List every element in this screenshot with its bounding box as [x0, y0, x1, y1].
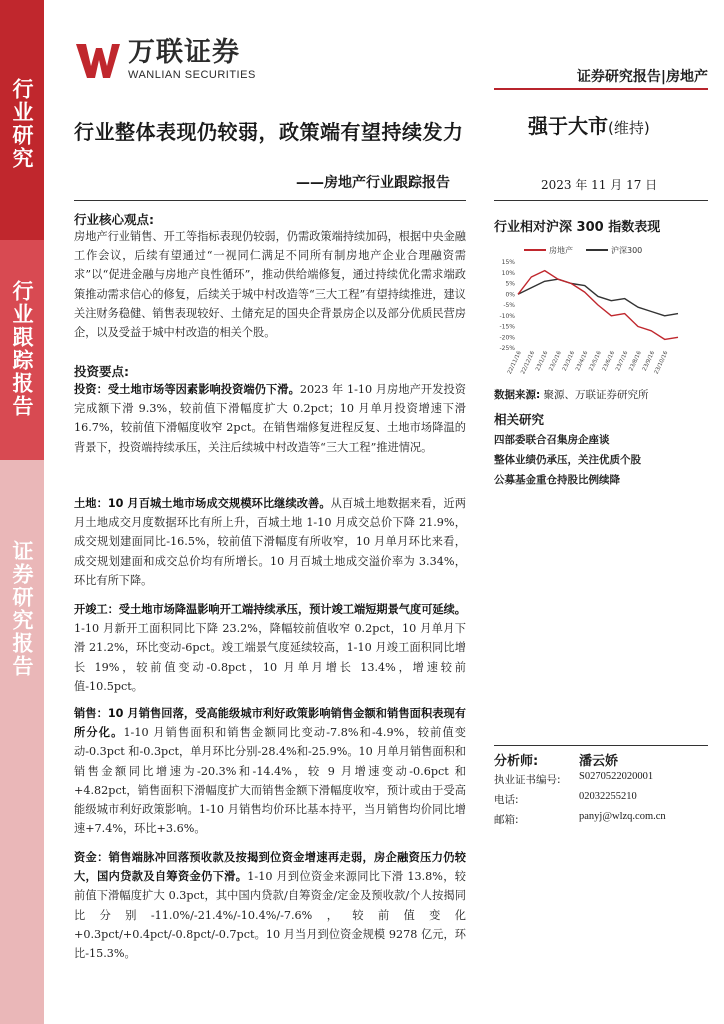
sidebar-label: 证券研究报告: [10, 540, 34, 678]
y-tick-label: -20%: [499, 334, 515, 342]
series-line-real-estate: [518, 271, 678, 340]
x-tick-label: 23/9/16: [641, 350, 657, 373]
point-text: 2023 年 1-10 月房地产开发投资完成额下滑 9.3%，较前值下滑幅度扩大 0.2pct；10 月单月投资增速下滑 16.7%，较前值下滑幅度收窄 2pct。在销售端修复进程反复、土地市场降温的背景下，投资端持续承压，关注后续城中村改造等“三大工程”推进情况。: [74, 383, 466, 454]
data-source-label: 数据来源:: [494, 389, 541, 401]
core-view-heading: 行业核心观点:: [74, 212, 154, 227]
relative-performance-chart: [494, 240, 708, 380]
sidebar-segment-securities-report: [0, 460, 44, 1024]
point-heading: 开竣工：受土地市场降温影响开工端持续承压，预计竣工端短期景气度可延续。: [74, 603, 466, 616]
x-tick-label: 23/1/16: [535, 350, 550, 373]
series-line-csi300: [518, 279, 678, 316]
report-date: 2023 年 11 月 17 日: [541, 178, 658, 192]
x-tick-label: 23/2/16: [548, 350, 563, 373]
license-value: S0270522020001: [579, 771, 654, 782]
wanlian-logo-icon: [74, 40, 122, 80]
title-divider-right: [494, 200, 708, 201]
point-investment: [74, 380, 466, 457]
point-construction: [74, 600, 466, 696]
x-tick-label: 23/10/16: [653, 350, 670, 376]
point-funding: [74, 848, 466, 963]
header-divider: [494, 88, 708, 90]
data-source-text: 聚源、万联证券研究所: [543, 389, 649, 401]
x-tick-label: 23/4/16: [575, 350, 590, 373]
point-text: 从百城土地数据来看，近两月土地成交月度数据环比有所上升，百城土地 1-10 月成交总价下降 21.9%，成交规划建面同比-16.5%，较前值下滑幅度有所收窄，10 月单月环比来看，成交规划建面和成交总价均有所增长。10 月百城土地成交溢价率为 3.34%，环比有所下降。: [74, 497, 466, 587]
point-text: 1-10 月销售面积和销售金额同比变动-7.8%和-4.9%，较前值变动-0.3pct 和-0.3pct，单月环比分别-28.4%和-25.9%。10 月单月销售面积和销售金额同比增速为-20.3%和-14.4%，较 9 月增速变动-0.6pct 和+4.82pct，销售面积下滑幅度扩大而销售金额下滑幅度收窄，预计或由于受高能级城市利好政策影响。1-10 月销售均价环比基本持平，当月销售均价同比增速+7.4%，环比+3.6%。: [74, 726, 466, 836]
y-tick-label: 15%: [501, 259, 515, 266]
analyst-label: 分析师:: [494, 754, 539, 769]
sidebar-label: 行业研究: [10, 78, 34, 170]
point-text: 1-10 月新开工面积同比下降 23.2%，降幅较前值收窄 0.2pct，10 月单月下滑 21.2%，环比变动-6pct。竣工端景气度延续较高，1-10 月竣工面积同比增长 19%，较前值变动-0.8pct，10 月单月增长 13.4%，增速较前值-10.5pct。: [74, 622, 466, 693]
related-research-item[interactable]: 四部委联合召集房企座谈: [494, 434, 610, 446]
industry-rating: [528, 110, 650, 139]
x-tick-label: 23/3/16: [561, 350, 577, 373]
report-subtitle: ——房地产行业跟踪报告: [296, 175, 450, 191]
point-heading: 销售：10 月销售回落，受高能级城市利好政策影响销售金额和销售面积表现有所分化。: [74, 707, 466, 740]
related-research-item[interactable]: 整体业绩仍承压，关注优质个股: [494, 454, 641, 466]
phone-value: 02032255210: [579, 791, 637, 802]
x-tick-label: 23/8/16: [628, 350, 643, 373]
point-heading: 土地：10 月百城土地市场成交规模环比继续改善。: [74, 497, 331, 510]
related-research-heading: 相关研究: [494, 412, 545, 427]
y-tick-label: 5%: [505, 280, 515, 288]
report-category: 证券研究报告|房地产: [576, 69, 708, 85]
point-text: 1-10 月到位资金来源同比下滑 13.8%，较前值下滑幅度扩大 0.3pct，其中国内贷款/自筹资金/定金及预收款/个人按揭同比分别-11.0%/-21.4%/-10.4%/-7.6%，较前值变化+0.3pct/+0.4pct/-0.8pct/-0.7pct。10 月当月到位资金规模 9278 亿元，环比-15.3%。: [74, 870, 466, 961]
sidebar-segment-tracking-report: [0, 240, 44, 460]
company-logo: [74, 39, 256, 81]
chart-title: 行业相对沪深 300 指数表现: [494, 220, 661, 235]
legend-label: 沪深300: [611, 246, 643, 255]
x-tick-label: 23/5/16: [588, 350, 603, 373]
rating-value: 强于大市: [528, 114, 608, 138]
x-tick-label: 22/12/16: [520, 350, 537, 376]
y-tick-label: -5%: [503, 302, 515, 309]
email-label: 邮箱:: [494, 814, 519, 826]
email-value[interactable]: panyj@wlzq.com.cn: [579, 811, 666, 822]
point-land: [74, 494, 466, 590]
sidebar-label: 行业跟踪报告: [10, 280, 34, 418]
y-tick-label: -10%: [499, 312, 515, 320]
x-tick-label: 22/11/16: [506, 350, 523, 376]
x-tick-label: 23/6/16: [601, 350, 617, 373]
y-tick-label: -25%: [499, 345, 515, 352]
report-sidebar: [0, 0, 44, 1024]
core-view-text: 房地产行业销售、开工等指标表现仍较弱，仍需政策端持续加码，根据中央金融工作会议，后续有望通过“一视同仁满足不同所有制房地产企业合理融资需求”以“促进金融与房地产良性循环”，推动供给端修复，通过持续优化需求端政策推动需求信心的修复，后续关于城中村改造等“三大工程”有望持续推进，建议关注财务稳健、销售表现较好、土储充足的国央企背景房企以及部分优质民营房企，以及受益于城中村改造的相关个股。: [74, 230, 466, 340]
point-heading: 资金：销售端脉冲回落预收款及按揭到位资金增速再走弱，房企融资压力仍较大，国内贷款及自筹资金仍下滑。: [74, 851, 466, 884]
x-tick-label: 23/7/16: [615, 350, 630, 373]
analyst-name: 潘云娇: [579, 754, 619, 769]
rating-note: (维持): [608, 119, 650, 137]
analyst-divider: [494, 745, 708, 746]
point-heading: 投资：受土地市场等因素影响投资端仍下滑。: [74, 383, 300, 396]
phone-label: 电话:: [494, 794, 519, 806]
report-title: 行业整体表现仍较弱，政策端有望持续发力: [74, 120, 464, 144]
sidebar-segment-industry-research: [0, 0, 44, 240]
title-divider-left: [74, 200, 466, 201]
license-label: 执业证书编号:: [494, 774, 561, 786]
y-tick-label: 10%: [501, 269, 515, 277]
point-sales: [74, 704, 466, 838]
data-source: [494, 387, 649, 402]
logo-name-cn: 万联证券: [128, 37, 240, 68]
logo-name-en: WANLIAN SECURITIES: [128, 69, 256, 81]
y-tick-label: -15%: [499, 323, 515, 331]
invest-points-heading: 投资要点:: [74, 364, 129, 379]
y-tick-label: 0%: [505, 291, 515, 299]
related-research-item[interactable]: 公募基金重仓持股比例续降: [494, 474, 620, 486]
legend-label: 房地产: [549, 246, 573, 255]
